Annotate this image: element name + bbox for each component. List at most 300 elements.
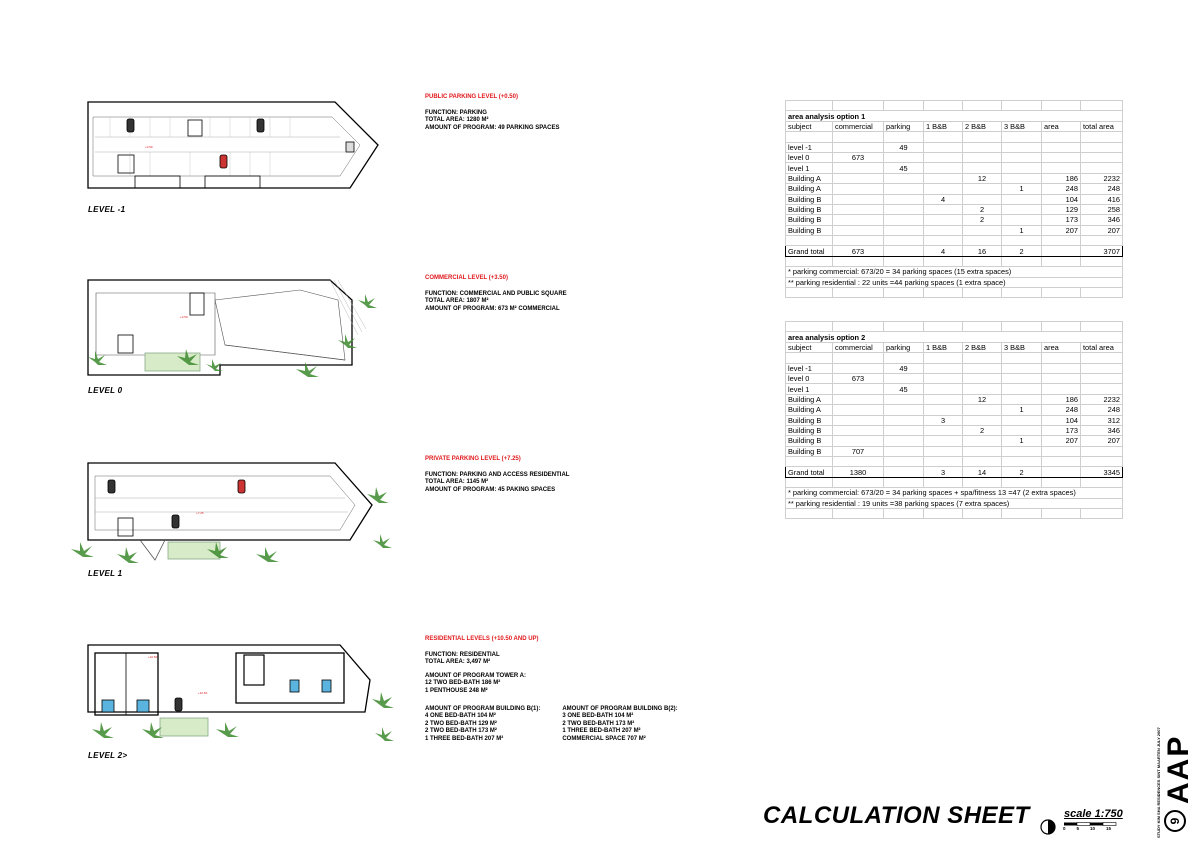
table-cell bbox=[884, 467, 924, 477]
table-cell bbox=[884, 236, 924, 246]
table-cell: Building A bbox=[786, 405, 833, 415]
table-row bbox=[786, 363, 1123, 373]
table-header-row bbox=[786, 342, 1123, 352]
table-cell bbox=[884, 457, 924, 467]
table-row bbox=[786, 256, 1123, 266]
table-cell bbox=[924, 384, 963, 394]
table-cell bbox=[1081, 322, 1123, 332]
table-cell bbox=[833, 394, 884, 404]
table-cell bbox=[833, 173, 884, 183]
table-cell: level 1 bbox=[786, 384, 833, 394]
table-cell bbox=[884, 322, 924, 332]
table-cell bbox=[833, 132, 884, 142]
table-row bbox=[786, 509, 1123, 519]
info-line: FUNCTION: COMMERCIAL AND PUBLIC SQUARE bbox=[425, 290, 567, 297]
table-cell bbox=[1002, 101, 1042, 111]
table-cell: 673 bbox=[833, 246, 884, 256]
table-cell: 207 bbox=[1042, 436, 1081, 446]
table-cell bbox=[924, 256, 963, 266]
table-row bbox=[786, 194, 1123, 204]
table-cell bbox=[833, 477, 884, 487]
table-cell bbox=[963, 322, 1002, 332]
table-cell bbox=[924, 363, 963, 373]
table-cell bbox=[963, 256, 1002, 266]
table-cell bbox=[786, 288, 833, 298]
table-cell bbox=[1042, 373, 1081, 383]
table-row bbox=[786, 477, 1123, 487]
table-cell: 1 bbox=[1002, 184, 1042, 194]
table-cell bbox=[833, 384, 884, 394]
column-header: commercial bbox=[833, 342, 884, 352]
table-cell bbox=[786, 132, 833, 142]
table-cell bbox=[1081, 477, 1123, 487]
table-cell bbox=[1002, 256, 1042, 266]
table-cell: 173 bbox=[1042, 215, 1081, 225]
info-line: 2 TWO BED-BATH 173 M² bbox=[562, 720, 635, 727]
table-cell bbox=[884, 132, 924, 142]
table-cell bbox=[1042, 384, 1081, 394]
table-cell: 104 bbox=[1042, 415, 1081, 425]
table-cell bbox=[884, 353, 924, 363]
table-cell bbox=[1081, 384, 1123, 394]
table-cell bbox=[833, 194, 884, 204]
table-cell bbox=[884, 184, 924, 194]
table-cell: 2 bbox=[1002, 246, 1042, 256]
table-cell bbox=[963, 132, 1002, 142]
table-cell: 248 bbox=[1081, 184, 1123, 194]
table-cell bbox=[1002, 425, 1042, 435]
table-cell: 49 bbox=[884, 363, 924, 373]
table-cell bbox=[963, 101, 1002, 111]
scale-tick: 5 bbox=[1076, 826, 1080, 831]
table-cell bbox=[1042, 353, 1081, 363]
column-header: 2 B&B bbox=[963, 342, 1002, 352]
table-cell bbox=[884, 101, 924, 111]
table-cell bbox=[786, 322, 833, 332]
table-cell bbox=[833, 363, 884, 373]
table-cell bbox=[884, 425, 924, 435]
table-cell bbox=[833, 204, 884, 214]
table-cell bbox=[963, 384, 1002, 394]
table-cell: Building A bbox=[786, 173, 833, 183]
table-cell bbox=[924, 184, 963, 194]
table-cell bbox=[924, 101, 963, 111]
table-cell: Building B bbox=[786, 204, 833, 214]
table-cell bbox=[833, 353, 884, 363]
table-cell bbox=[1002, 373, 1042, 383]
table-cell bbox=[1002, 152, 1042, 162]
table-cell: 2232 bbox=[1081, 173, 1123, 183]
plan-level-minus-1 bbox=[88, 102, 378, 188]
table-cell bbox=[1002, 204, 1042, 214]
table-cell bbox=[1002, 236, 1042, 246]
table-row bbox=[786, 215, 1123, 225]
table-cell bbox=[963, 373, 1002, 383]
info-line: COMMERCIAL SPACE 707 M² bbox=[562, 735, 646, 742]
table-cell bbox=[1002, 194, 1042, 204]
plan-level-1 bbox=[88, 463, 372, 560]
table-cell bbox=[1042, 142, 1081, 152]
table-cell bbox=[1081, 457, 1123, 467]
column-header: parking bbox=[884, 342, 924, 352]
table-cell: 1 bbox=[1002, 405, 1042, 415]
table-header-row bbox=[786, 121, 1123, 131]
info-line: FUNCTION: PARKING bbox=[425, 109, 487, 116]
table-cell bbox=[1081, 142, 1123, 152]
table-row bbox=[786, 163, 1123, 173]
table-cell bbox=[786, 101, 833, 111]
table-cell bbox=[884, 225, 924, 235]
table-cell bbox=[924, 236, 963, 246]
table-cell: Building B bbox=[786, 446, 833, 456]
table-cell: Building A bbox=[786, 394, 833, 404]
table-cell bbox=[924, 394, 963, 404]
table-cell bbox=[1081, 132, 1123, 142]
scale-label: scale 1:750 bbox=[1064, 808, 1123, 820]
table-cell bbox=[924, 173, 963, 183]
table-cell: 258 bbox=[1081, 204, 1123, 214]
plan-label-l-minus-1: +0.50 bbox=[145, 145, 153, 149]
table-cell bbox=[884, 194, 924, 204]
table-cell bbox=[884, 256, 924, 266]
table-cell bbox=[924, 152, 963, 162]
table-cell bbox=[963, 405, 1002, 415]
table-cell bbox=[786, 236, 833, 246]
table-cell bbox=[884, 415, 924, 425]
table-cell bbox=[786, 457, 833, 467]
table-row bbox=[786, 322, 1123, 332]
table-cell bbox=[963, 152, 1002, 162]
table-cell: 2232 bbox=[1081, 394, 1123, 404]
table-cell bbox=[963, 415, 1002, 425]
table-cell: 12 bbox=[963, 173, 1002, 183]
table-cell bbox=[924, 132, 963, 142]
table-cell bbox=[1002, 322, 1042, 332]
table-cell bbox=[963, 353, 1002, 363]
table-cell: 16 bbox=[963, 246, 1002, 256]
table-cell bbox=[1081, 353, 1123, 363]
table-cell: 416 bbox=[1081, 194, 1123, 204]
table-heading-row bbox=[786, 111, 1123, 121]
table-cell bbox=[833, 215, 884, 225]
table-row bbox=[786, 394, 1123, 404]
table-cell bbox=[1081, 509, 1123, 519]
table-cell bbox=[884, 215, 924, 225]
level-0-info bbox=[425, 275, 567, 313]
table-cell: level 0 bbox=[786, 152, 833, 162]
note: * parking commercial: 673/20 = 34 parking spaces + spa/fitness 13 =47 (2 extra spaces) bbox=[786, 488, 1123, 498]
table-cell bbox=[963, 184, 1002, 194]
table-cell: level -1 bbox=[786, 142, 833, 152]
table-cell bbox=[884, 436, 924, 446]
table-cell: 2 bbox=[963, 215, 1002, 225]
table-cell bbox=[1081, 101, 1123, 111]
vegetation bbox=[71, 294, 394, 741]
level-label: LEVEL 2> bbox=[88, 751, 128, 760]
level-1-info bbox=[425, 456, 569, 494]
column-header: 1 B&B bbox=[924, 121, 963, 131]
info-line: TOTAL AREA: 1280 M² bbox=[425, 117, 489, 124]
table-cell bbox=[1081, 152, 1123, 162]
table-cell bbox=[884, 405, 924, 415]
table-cell bbox=[1042, 236, 1081, 246]
plan-label-l1: +7.25 bbox=[196, 511, 204, 515]
table-cell bbox=[1081, 373, 1123, 383]
table-cell bbox=[1081, 256, 1123, 266]
level-label: LEVEL -1 bbox=[88, 205, 126, 214]
table-row bbox=[786, 236, 1123, 246]
table-cell bbox=[1042, 101, 1081, 111]
table-cell bbox=[833, 405, 884, 415]
table-cell bbox=[1002, 353, 1042, 363]
table-cell: level 1 bbox=[786, 163, 833, 173]
building-b2-program bbox=[562, 706, 677, 744]
table-cell bbox=[924, 509, 963, 519]
table-cell: Building B bbox=[786, 415, 833, 425]
grand-total-row bbox=[786, 467, 1123, 477]
table-row bbox=[786, 288, 1123, 298]
info-line: 12 TWO BED-BATH 186 M² bbox=[425, 680, 501, 687]
plan-label-l2b: +10.50 bbox=[198, 691, 208, 695]
info-line: 1 THREE BED-BATH 207 M² bbox=[425, 735, 504, 742]
level-2-info bbox=[425, 636, 678, 744]
table-cell bbox=[833, 288, 884, 298]
table-cell: Building B bbox=[786, 194, 833, 204]
table-cell bbox=[884, 509, 924, 519]
table-cell bbox=[963, 363, 1002, 373]
column-header: total area bbox=[1081, 342, 1123, 352]
table-cell: 248 bbox=[1042, 184, 1081, 194]
table-cell bbox=[884, 204, 924, 214]
scale-ticks bbox=[1063, 826, 1111, 831]
table-row bbox=[786, 425, 1123, 435]
table-cell bbox=[963, 225, 1002, 235]
table-row bbox=[786, 405, 1123, 415]
level-label: LEVEL 1 bbox=[88, 569, 123, 578]
column-header: area bbox=[1042, 342, 1081, 352]
column-header: parking bbox=[884, 121, 924, 131]
table-cell bbox=[884, 394, 924, 404]
area-analysis-option-1-table bbox=[785, 100, 1123, 298]
table-row bbox=[786, 132, 1123, 142]
info-line: AMOUNT OF PROGRAM BUILDING B(2): bbox=[562, 705, 678, 712]
table-cell: 45 bbox=[884, 163, 924, 173]
column-header: commercial bbox=[833, 121, 884, 131]
building-b1-program bbox=[425, 706, 540, 744]
table-cell: Building B bbox=[786, 215, 833, 225]
info-line: TOTAL AREA: 1807 M² bbox=[425, 298, 489, 305]
info-line: AMOUNT OF PROGRAM TOWER A: bbox=[425, 672, 526, 679]
table-cell bbox=[1002, 288, 1042, 298]
table-cell bbox=[884, 288, 924, 298]
table-cell bbox=[924, 215, 963, 225]
table-cell bbox=[1081, 288, 1123, 298]
column-header: total area bbox=[1081, 121, 1123, 131]
table-cell bbox=[924, 457, 963, 467]
table-row bbox=[786, 384, 1123, 394]
info-line: 2 TWO BED-BATH 173 M² bbox=[425, 728, 497, 735]
table-cell bbox=[884, 373, 924, 383]
table-cell: 312 bbox=[1081, 415, 1123, 425]
table-cell bbox=[1042, 132, 1081, 142]
table-row bbox=[786, 446, 1123, 456]
table-cell: 2 bbox=[963, 425, 1002, 435]
area-analysis-option-2-table bbox=[785, 321, 1123, 519]
info-line: AMOUNT OF PROGRAM BUILDING B(1): bbox=[425, 705, 541, 712]
table-cell bbox=[1002, 415, 1042, 425]
table-heading: area analysis option 1 bbox=[786, 111, 1123, 121]
info-line: 4 ONE BED-BATH 104 M² bbox=[425, 713, 496, 720]
note-row bbox=[786, 498, 1123, 508]
table-cell bbox=[924, 425, 963, 435]
table-cell: 2 bbox=[1002, 467, 1042, 477]
table-cell bbox=[1002, 446, 1042, 456]
table-row bbox=[786, 436, 1123, 446]
table-cell: Building A bbox=[786, 184, 833, 194]
table-cell bbox=[1042, 256, 1081, 266]
table-cell bbox=[1002, 173, 1042, 183]
table-cell bbox=[963, 142, 1002, 152]
table-cell: 2 bbox=[963, 204, 1002, 214]
table-cell bbox=[924, 142, 963, 152]
table-cell bbox=[884, 477, 924, 487]
table-cell bbox=[786, 256, 833, 266]
table-cell bbox=[924, 288, 963, 298]
table-row bbox=[786, 457, 1123, 467]
table-row bbox=[786, 225, 1123, 235]
table-cell bbox=[1042, 457, 1081, 467]
note: * parking commercial: 673/20 = 34 parking spaces (15 extra spaces) bbox=[786, 267, 1123, 277]
note: ** parking residential : 19 units =38 parking spaces (7 extra spaces) bbox=[786, 498, 1123, 508]
table-cell bbox=[1002, 132, 1042, 142]
table-row bbox=[786, 415, 1123, 425]
table-cell bbox=[963, 436, 1002, 446]
table-cell: 1 bbox=[1002, 436, 1042, 446]
table-cell: Building B bbox=[786, 225, 833, 235]
table-cell bbox=[924, 405, 963, 415]
table-cell: 12 bbox=[963, 394, 1002, 404]
table-cell bbox=[833, 225, 884, 235]
column-header: 1 B&B bbox=[924, 342, 963, 352]
table-cell bbox=[833, 415, 884, 425]
table-cell bbox=[924, 322, 963, 332]
table-row bbox=[786, 152, 1123, 162]
plan-label-l2a: +10.50 bbox=[148, 655, 158, 659]
note-row bbox=[786, 267, 1123, 277]
table-cell: level -1 bbox=[786, 363, 833, 373]
north-arrow-icon bbox=[1040, 818, 1060, 836]
table-cell bbox=[884, 246, 924, 256]
table-cell bbox=[1002, 384, 1042, 394]
table-cell bbox=[924, 477, 963, 487]
floor-plans bbox=[0, 0, 400, 780]
table-cell bbox=[1042, 163, 1081, 173]
table-cell bbox=[833, 322, 884, 332]
table-cell bbox=[884, 152, 924, 162]
table-cell bbox=[1002, 509, 1042, 519]
info-line: TOTAL AREA: 1145 M² bbox=[425, 479, 489, 486]
table-cell bbox=[786, 353, 833, 363]
table-cell bbox=[1002, 363, 1042, 373]
table-cell bbox=[1002, 394, 1042, 404]
level-minus-1-info bbox=[425, 94, 559, 132]
table-row bbox=[786, 173, 1123, 183]
aap-logo: AAP bbox=[1162, 734, 1195, 804]
table-cell bbox=[963, 194, 1002, 204]
table-cell bbox=[924, 225, 963, 235]
table-cell bbox=[833, 184, 884, 194]
table-cell bbox=[833, 436, 884, 446]
info-line: AMOUNT OF PROGRAM: 673 M² COMMERCIAL bbox=[425, 305, 560, 312]
table-cell bbox=[1042, 322, 1081, 332]
table-cell bbox=[924, 436, 963, 446]
level-label: LEVEL 0 bbox=[88, 386, 123, 395]
table-cell bbox=[963, 163, 1002, 173]
sheet-title: CALCULATION SHEET bbox=[763, 802, 1030, 829]
table-cell bbox=[1002, 457, 1042, 467]
table-cell bbox=[1081, 363, 1123, 373]
table-cell bbox=[924, 446, 963, 456]
table-cell: 707 bbox=[833, 446, 884, 456]
table-cell bbox=[1042, 246, 1081, 256]
level-title: COMMERCIAL LEVEL (+3.50) bbox=[425, 275, 508, 281]
table-cell bbox=[1042, 509, 1081, 519]
table-cell: 129 bbox=[1042, 204, 1081, 214]
table-cell: 49 bbox=[884, 142, 924, 152]
table-cell: 207 bbox=[1081, 225, 1123, 235]
table-cell: 4 bbox=[924, 194, 963, 204]
scale-tick: 0 bbox=[1063, 826, 1066, 831]
table-cell: Building B bbox=[786, 425, 833, 435]
table-cell bbox=[924, 373, 963, 383]
table-cell bbox=[1002, 215, 1042, 225]
table-cell: 248 bbox=[1081, 405, 1123, 415]
table-cell bbox=[924, 353, 963, 363]
table-cell bbox=[786, 509, 833, 519]
table-cell: 673 bbox=[833, 373, 884, 383]
table-cell: 4 bbox=[924, 246, 963, 256]
sheet-number-badge: 9 bbox=[1164, 810, 1186, 832]
table-cell: 673 bbox=[833, 152, 884, 162]
info-line: 3 ONE BED-BATH 104 M² bbox=[562, 713, 634, 720]
column-header: 3 B&B bbox=[1002, 121, 1042, 131]
table-cell bbox=[833, 425, 884, 435]
table-cell bbox=[1042, 477, 1081, 487]
info-line: 1 THREE BED-BATH 207 M² bbox=[562, 728, 641, 735]
table-cell: 173 bbox=[1042, 425, 1081, 435]
table-cell bbox=[963, 509, 1002, 519]
column-header: subject bbox=[786, 342, 833, 352]
table-cell bbox=[1042, 288, 1081, 298]
table-cell bbox=[1081, 163, 1123, 173]
table-cell bbox=[963, 477, 1002, 487]
table-cell bbox=[1081, 236, 1123, 246]
info-line: AMOUNT OF PROGRAM: 49 PARKING SPACES bbox=[425, 124, 560, 131]
note-row bbox=[786, 277, 1123, 287]
table-cell: 104 bbox=[1042, 194, 1081, 204]
column-header: subject bbox=[786, 121, 833, 131]
note: ** parking residential : 22 units =44 parking spaces (1 extra space) bbox=[786, 277, 1123, 287]
table-row bbox=[786, 101, 1123, 111]
table-cell bbox=[1042, 152, 1081, 162]
table-cell: Grand total bbox=[786, 467, 833, 477]
table-row bbox=[786, 142, 1123, 152]
table-cell: 346 bbox=[1081, 215, 1123, 225]
table-cell bbox=[884, 446, 924, 456]
table-cell bbox=[1081, 446, 1123, 456]
plan-level-0 bbox=[88, 280, 366, 375]
table-cell bbox=[786, 477, 833, 487]
